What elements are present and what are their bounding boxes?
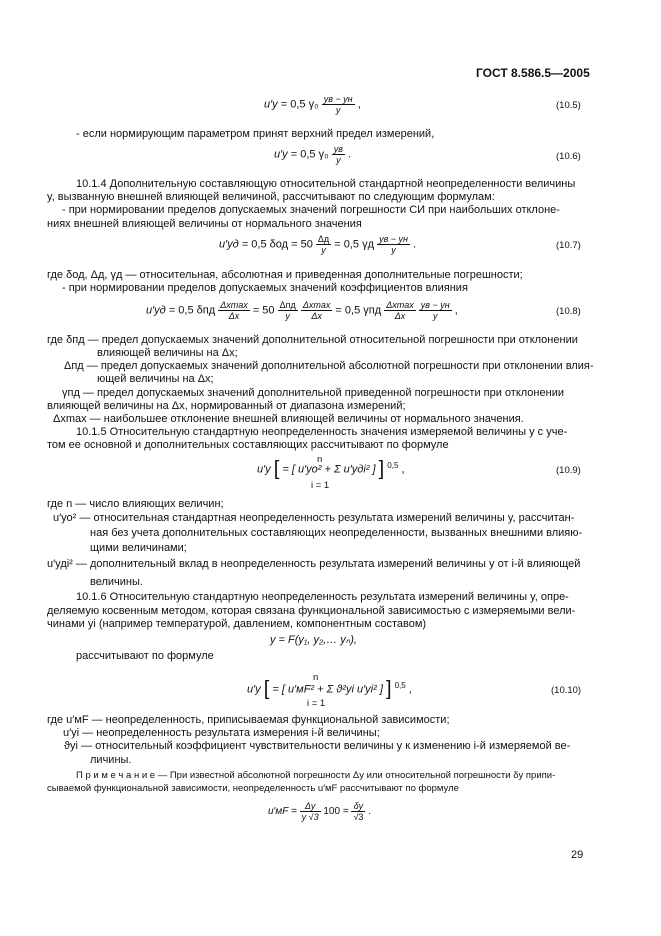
paragraph-line: чинами yi (например температурой, давлением, компонентным составом) [47, 618, 427, 630]
paragraph-line: где u′мF — неопределенность, приписываемая функциональной зависимости; [47, 714, 450, 726]
paragraph-line: - если нормирующим параметром принят верхний предел измерений, [76, 128, 435, 140]
equation-10-7: u′уд = 0,5 δод = 50 $\frac{\Delta д}{y}$ = 0,5 γд $\frac{yв - yн}{y}$ . [219, 234, 417, 255]
paragraph-line: γпд — предел допускаемых значений дополнительной приведенной погрешности при отклонении [62, 387, 564, 399]
eq-fraction: $\frac{yв - yн}{y}$ [323, 94, 353, 115]
equation-number: (10.5) [556, 100, 581, 111]
paragraph-line: - при нормировании пределов допускаемых значений погрешности СИ при наибольших отклоне- [62, 204, 560, 216]
paragraph-line: ющей величины на Δx; [97, 373, 214, 385]
paragraph-line: где δод, Δд, γд — относительная, абсолютная и приведенная дополнительные погрешности; [47, 269, 523, 281]
paragraph-line: ϑyi — относительный коэффициент чувствительности величины y к изменению i-й измеряемой ве- [64, 740, 571, 752]
note-line: сываемой функциональной зависимости, неопределенность u′мF рассчитывают по формуле [47, 783, 459, 794]
equation-number: (10.7) [556, 240, 581, 251]
sum-upper: n [313, 672, 319, 683]
equation-10-5: u′у = 0,5 γ₀ $\frac{yв - yн}{y}$ , [264, 94, 361, 115]
paragraph-line: u′yi — неопределенность результата измерения i-й величины; [63, 727, 380, 739]
equation-function: y = F(y₁, y₂,… yₙ), [270, 634, 357, 646]
eq-fraction: $\frac{yв}{y}$ [333, 144, 343, 165]
paragraph-line: 10.1.5 Относительную стандартную неопределенность значения измеряемой величины y с уче- [76, 426, 568, 438]
equation-note: u′мF = $\frac{\Delta y}{y √3}$ 100 = $\frac{\delta y}{√3}$ . [268, 801, 371, 822]
paragraph-line: y, вызванную внешней влияющей величиной, рассчитывают по следующим формулам: [47, 191, 495, 203]
equation-10-8: u′уд = 0,5 δпд $\frac{\Delta xmax}{\Delta x}$ = 50 $\frac{\text{Δпд}}{y}$ $\frac{\Delta xmax}{\Delta x}$ = 0,5 γпд $\frac{\Delta xmax}{\Delta x}$ $\frac{yв - yн}{y}$ , [146, 300, 458, 321]
paragraph-line: - при нормировании пределов допускаемых значений коэффициентов влияния [62, 282, 468, 294]
paragraph-line: 10.1.6 Относительную стандартную неопределенность результата измерений величины y, опре- [76, 591, 569, 603]
paragraph-line: влияющей величины на Δx; [97, 347, 238, 359]
sum-lower: i = 1 [311, 480, 330, 491]
paragraph-line: ная без учета дополнительных составляющих неопределенности, вызванных внешними влияю- [90, 527, 583, 539]
eq-term: = 0,5 γ₀ [280, 98, 319, 111]
equation-number: (10.9) [556, 465, 581, 476]
paragraph-line: где n — число влияющих величин; [47, 498, 224, 510]
paragraph-line: u′удi² — дополнительный вклад в неопределенность результата измерений величины y от i-й влияющей [47, 558, 581, 570]
paragraph-line: ниях внешней влияющей величины от нормального значения [47, 218, 362, 230]
page-number: 29 [571, 849, 584, 861]
equation-10-10: u′у [ = [ u′мF² + Σ ϑ²yi u′yi² ] ] $^{0,5}$ , [247, 678, 412, 700]
paragraph-line: щими величинами; [90, 542, 187, 554]
paragraph-line: где δпд — предел допускаемых значений дополнительной относительной погрешности при отклонении [47, 334, 578, 346]
equation-10-6: u′у = 0,5 γ₀ $\frac{yв}{y}$ . [274, 144, 352, 165]
paragraph-line: деляемую косвенным методом, которая связана функциональной зависимостью с измеряемыми вели- [47, 605, 576, 617]
note-line: П р и м е ч а н и е — При известной абсолютной погрешности Δy или относительной погрешности δy припи- [76, 770, 556, 781]
paragraph-line: u′уо² — относительная стандартная неопределенность результата измерений величины y, рассчитан- [53, 512, 575, 524]
paragraph-line: Δпд — предел допускаемых значений дополнительной абсолютной погрешности при отклонении влия- [64, 360, 594, 372]
paragraph-line: влияющей величины на Δx, нормированный от диапазона измерений; [47, 400, 406, 412]
equation-number: (10.8) [556, 306, 581, 317]
eq-lhs: u′у [264, 98, 278, 111]
sum-upper: n [317, 454, 323, 465]
paragraph-line: Δxmax — наибольшее отклонение внешней влияющей величины от нормального значения. [53, 413, 524, 425]
paragraph-line: величины. [90, 576, 143, 588]
standard-header: ГОСТ 8.586.5—2005 [476, 66, 590, 80]
sum-lower: i = 1 [307, 698, 326, 709]
paragraph-line: том ее основной и дополнительных составляющих рассчитывают по формуле [47, 439, 449, 451]
paragraph-line: рассчитывают по формуле [76, 650, 214, 662]
paragraph-line: 10.1.4 Дополнительную составляющую относительной стандартной неопределенности величины [76, 178, 576, 190]
equation-10-9: u′у [ = [ u′уо² + Σ u′удi² ] ] $^{0,5}$ , [257, 458, 405, 480]
equation-number: (10.6) [556, 151, 581, 162]
paragraph-line: личины. [90, 754, 132, 766]
equation-number: (10.10) [551, 685, 582, 696]
